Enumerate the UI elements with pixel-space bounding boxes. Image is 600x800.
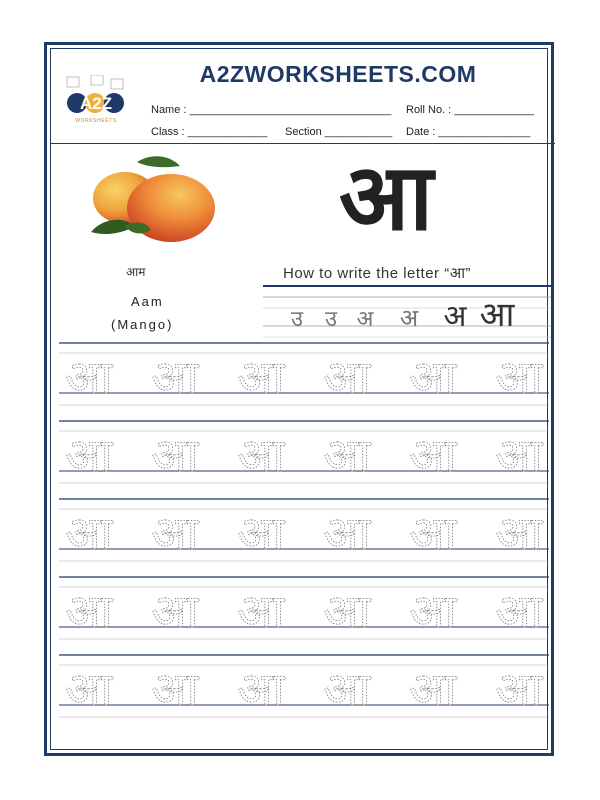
howto-heading: How to write the letter “आ” (283, 265, 472, 282)
big-letter: आ (338, 149, 434, 251)
trace-letter: आ (237, 350, 285, 404)
roll-label: Roll No. : (406, 104, 452, 116)
trace-letter: आ (409, 584, 457, 638)
roll-field[interactable] (406, 104, 534, 116)
trace-letter: आ (151, 662, 199, 716)
howto-divider (263, 285, 551, 287)
practice-row[interactable] (59, 499, 549, 561)
stroke-step-6: आ (479, 295, 515, 335)
site-title: A2ZWORKSHEETS.COM (199, 61, 477, 87)
header-divider (51, 143, 555, 144)
trace-letter: आ (65, 428, 113, 482)
worksheet-inner-border (50, 48, 548, 750)
trace-letter: आ (65, 584, 113, 638)
trace-letter: आ (495, 350, 543, 404)
practice-row[interactable] (59, 577, 549, 639)
roll-line: _____________ (454, 104, 534, 116)
word-meaning: (Mango) (111, 317, 174, 332)
trace-letter: आ (495, 584, 543, 638)
trace-letter: आ (409, 428, 457, 482)
mango-image (85, 152, 225, 248)
trace-letter: आ (237, 584, 285, 638)
trace-letter: आ (495, 506, 543, 560)
logo-text: A2Z (79, 94, 113, 113)
trace-letter: आ (237, 662, 285, 716)
trace-letter: आ (409, 350, 457, 404)
stroke-step-5: अ (443, 299, 467, 334)
trace-letter: आ (65, 662, 113, 716)
trace-letter: आ (409, 662, 457, 716)
date-line: _______________ (438, 126, 531, 138)
name-line: _________________________________ (189, 104, 392, 116)
a2z-logo (61, 75, 131, 125)
trace-letter: आ (323, 350, 371, 404)
trace-letter: आ (495, 662, 543, 716)
trace-letter: आ (65, 506, 113, 560)
trace-letter: आ (237, 428, 285, 482)
stroke-step-3: अ (356, 307, 374, 332)
trace-letter: आ (151, 506, 199, 560)
worksheet-frame (44, 42, 554, 756)
trace-letter: आ (409, 506, 457, 560)
practice-row[interactable] (59, 655, 549, 717)
practice-grid (51, 339, 555, 743)
trace-letter: आ (151, 584, 199, 638)
stroke-step-1: उ (290, 307, 304, 332)
class-line: _____________ (187, 126, 268, 138)
section-line: ___________ (324, 126, 393, 138)
trace-letter: आ (65, 350, 113, 404)
trace-letter: आ (151, 350, 199, 404)
date-label: Date : (406, 126, 436, 138)
trace-letter: आ (151, 428, 199, 482)
logo-subtext: WORKSHEETS (75, 118, 117, 124)
name-label: Name : (151, 104, 187, 116)
trace-letter: आ (495, 428, 543, 482)
trace-letter: आ (323, 428, 371, 482)
trace-letter: आ (323, 506, 371, 560)
practice-row[interactable] (59, 421, 549, 483)
word-roman: Aam (131, 294, 164, 309)
stroke-step-2: उ (324, 307, 338, 332)
class-field[interactable] (151, 126, 267, 138)
class-label: Class : (151, 126, 185, 138)
big-letter-glyph (311, 149, 461, 259)
trace-letter: आ (237, 506, 285, 560)
date-field[interactable] (406, 126, 530, 138)
practice-row[interactable] (59, 343, 549, 405)
stroke-order-strip (263, 293, 551, 339)
trace-letter: आ (323, 662, 371, 716)
name-field[interactable] (151, 104, 391, 116)
trace-letter: आ (323, 584, 371, 638)
stroke-step-4: अ (399, 304, 419, 332)
word-hindi: आम (126, 265, 146, 279)
section-field[interactable] (285, 126, 392, 138)
section-label: Section (285, 126, 322, 138)
